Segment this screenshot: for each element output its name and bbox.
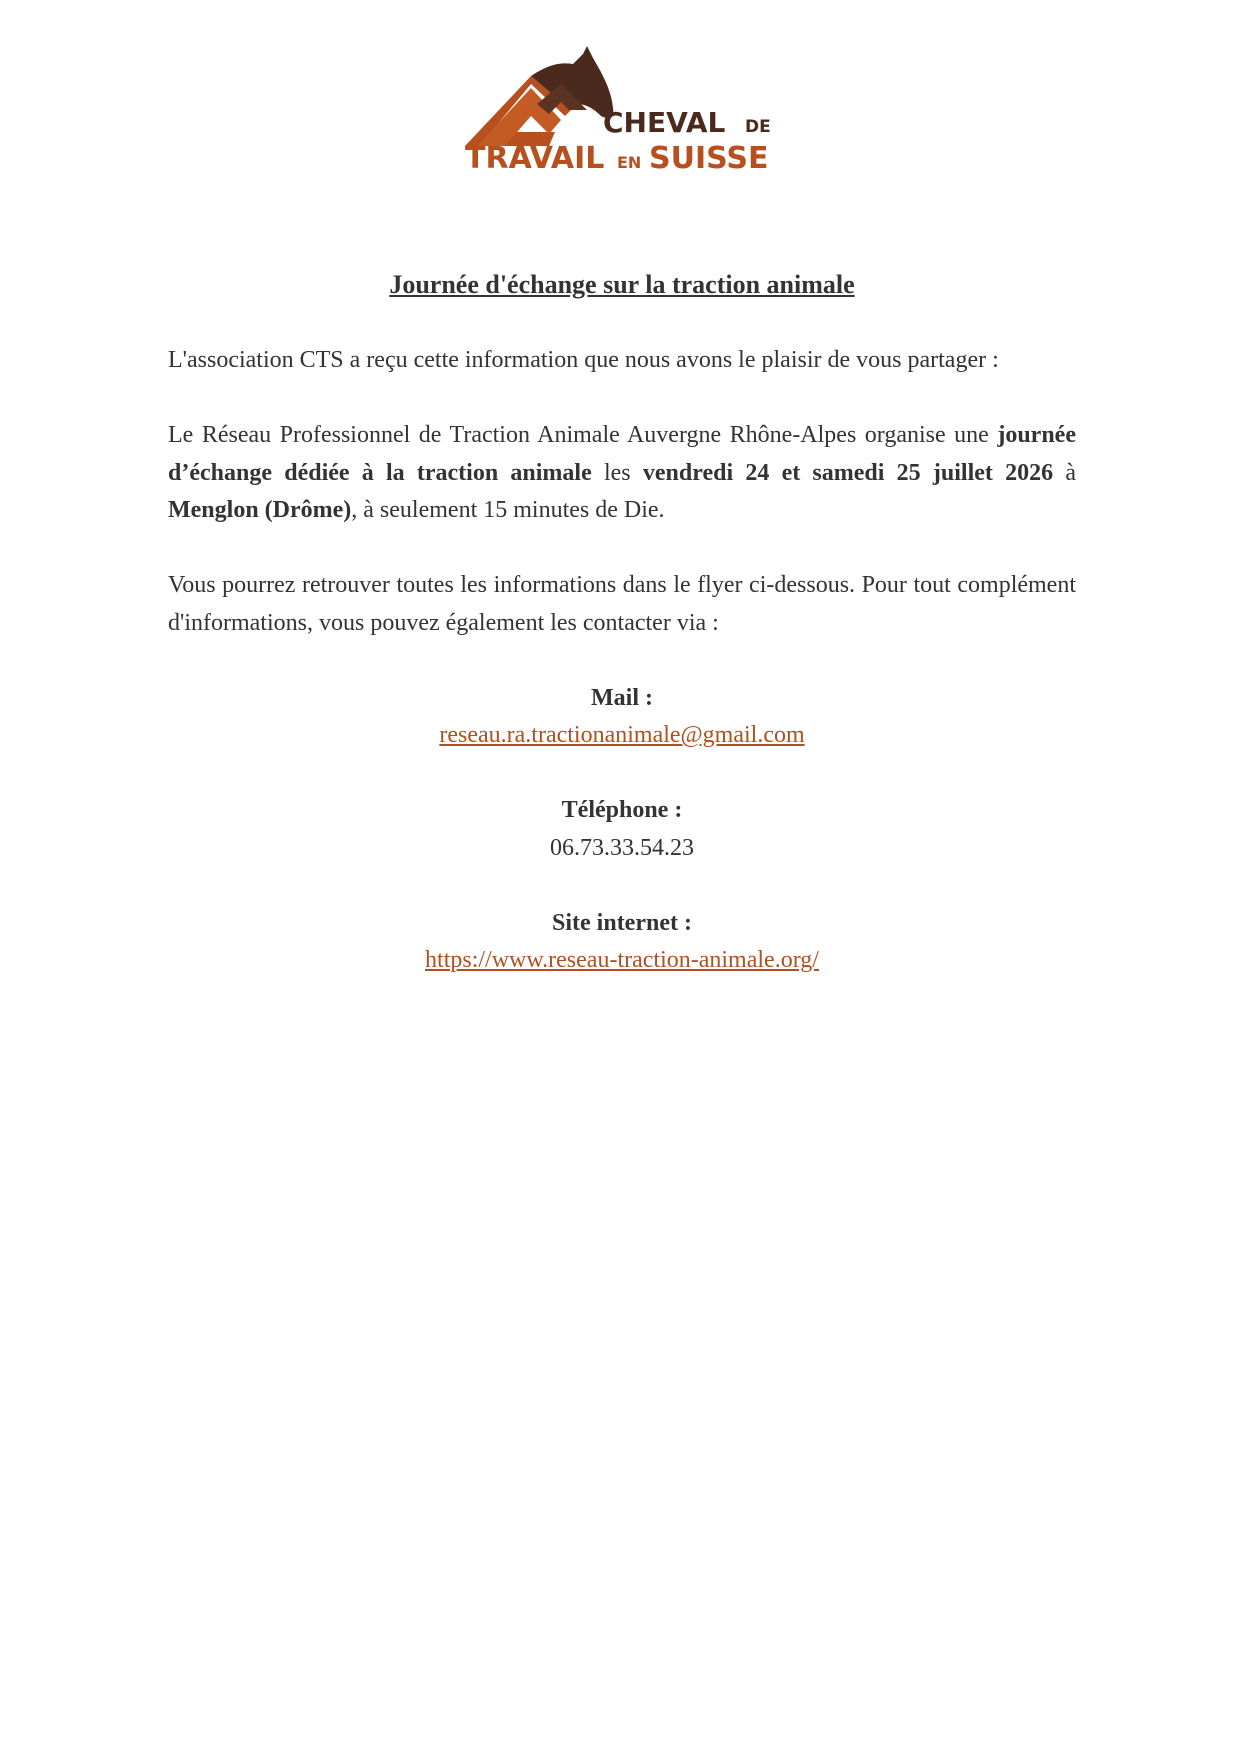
event-text-3: à: [1053, 459, 1076, 486]
event-text-4: , à seulement 15 minutes de Die.: [351, 497, 665, 523]
event-bold-1: journée d’échange dédiée à la traction animale: [168, 422, 1076, 486]
site-contact: [168, 905, 1076, 980]
phone-number: 06.73.33.54.23: [550, 834, 694, 861]
phone-label: Téléphone :: [561, 797, 683, 823]
horse-mountain-icon: [465, 44, 783, 184]
mail-label: Mail :: [591, 684, 653, 711]
logo-line2-end: SUISSE: [649, 141, 769, 176]
mail-link[interactable]: reseau.ra.tractionanimale@gmail.com: [439, 722, 805, 748]
main-content: [168, 265, 1076, 1017]
event-dates: vendredi 24 et samedi 25 juillet 2026: [642, 459, 1054, 486]
page-title: Journée d'échange sur la traction animale: [389, 270, 855, 299]
logo-line2-small: EN: [617, 153, 642, 172]
event-location: Menglon (Drôme): [168, 497, 352, 523]
phone-contact: [168, 792, 1076, 867]
intro-paragraph: L'association CTS a reçu cette information que nous avons le plaisir de vous partager :: [168, 347, 999, 373]
logo-line1-main: CHEVAL: [603, 106, 726, 139]
event-text-1: Le Réseau Professionnel de Traction Animale Auvergne Rhône-Alpes organise une: [168, 422, 998, 448]
site-link[interactable]: https://www.reseau-traction-animale.org/: [425, 947, 819, 973]
site-label: Site internet :: [552, 909, 692, 936]
cheval-de-travail-logo: [465, 44, 783, 184]
event-paragraph: [168, 417, 1076, 530]
logo-line2-main: TRAVAIL: [465, 141, 605, 176]
info-paragraph: Vous pourrez retrouver toutes les informations dans le flyer ci-dessous. Pour tout complément d'informations, vous pouvez également les contacter via :: [168, 572, 1076, 636]
mail-contact: [168, 680, 1076, 755]
logo-line1-small: DE: [745, 117, 771, 137]
event-text-2: les: [591, 459, 643, 486]
